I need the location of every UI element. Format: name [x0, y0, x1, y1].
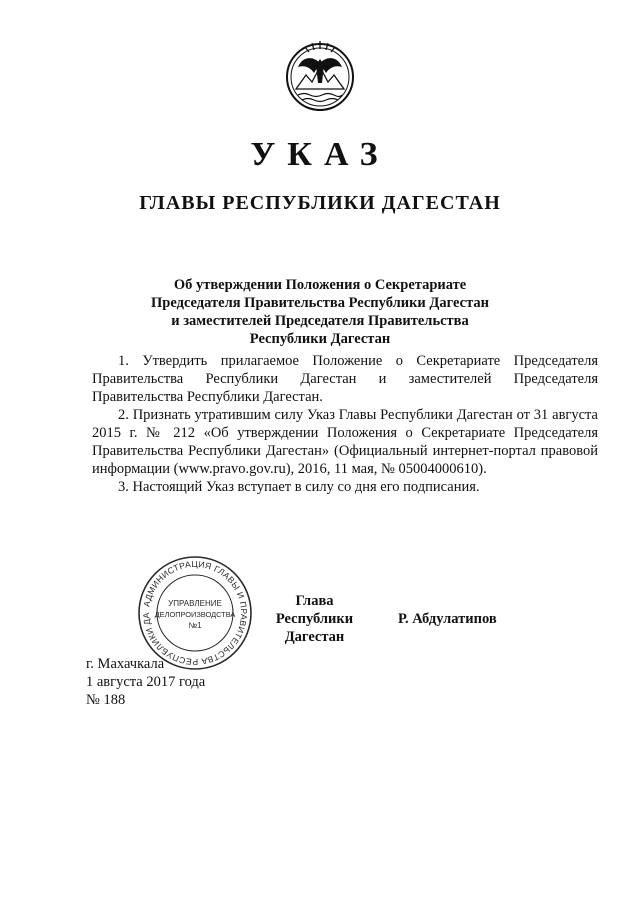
- decree-paragraph-3: 3. Настоящий Указ вступает в силу со дня его подписания.: [118, 479, 480, 495]
- subject-line: Председателя Правительства Республики Дагестан: [151, 295, 489, 311]
- signatory-role: [252, 592, 377, 646]
- place: г. Махачкала: [86, 656, 165, 672]
- subject-line: Республики Дагестан: [249, 331, 391, 347]
- signatory-name: Р. Абдулатипов: [398, 611, 497, 627]
- signatory-role-line-2: Республики Дагестан: [275, 611, 354, 645]
- subject-line: и заместителей Председателя Правительства: [171, 313, 469, 329]
- stamp-line-2: ДЕЛОПРОИЗВОДСТВА: [154, 610, 236, 619]
- decree-body: [92, 352, 598, 496]
- stamp-line-3: №1: [188, 621, 202, 630]
- decree-number: № 188: [86, 692, 126, 708]
- subject-line: Об утверждении Положения о Секретариате: [173, 277, 467, 293]
- coat-of-arms-icon: [282, 37, 358, 113]
- decree-paragraph-1: 1. Утвердить прилагаемое Положение о Секретариате Председателя Правительства Республики Дагестан и заместителей Председателя Правительства Республики Дагестан.: [92, 353, 598, 405]
- decree-subject: [100, 276, 540, 348]
- place-date-number: [86, 655, 205, 709]
- stamp-line-1: УПРАВЛЕНИЕ: [168, 599, 222, 608]
- stamp-ring-text: АДМИНИСТРАЦИЯ ГЛАВЫ И ПРАВИТЕЛЬСТВА РЕСПУБЛИКИ ДА: [140, 558, 250, 668]
- signatory-role-line-1: Глава: [295, 593, 334, 609]
- decree-subtitle: ГЛАВЫ РЕСПУБЛИКИ ДАГЕСТАН: [139, 192, 501, 214]
- decree-title: УКАЗ: [250, 136, 390, 173]
- decree-date: 1 августа 2017 года: [86, 674, 206, 690]
- decree-paragraph-2: 2. Признать утратившим силу Указ Главы Республики Дагестан от 31 августа 2015 г. № 212 «Об утверждении Положения о Секретариате Председателя Правительства Республики Дагестан» (Официальный интернет-портал правовой информации (www.pravo.gov.ru), 2016, 11 мая, № 05004000610).: [92, 407, 598, 477]
